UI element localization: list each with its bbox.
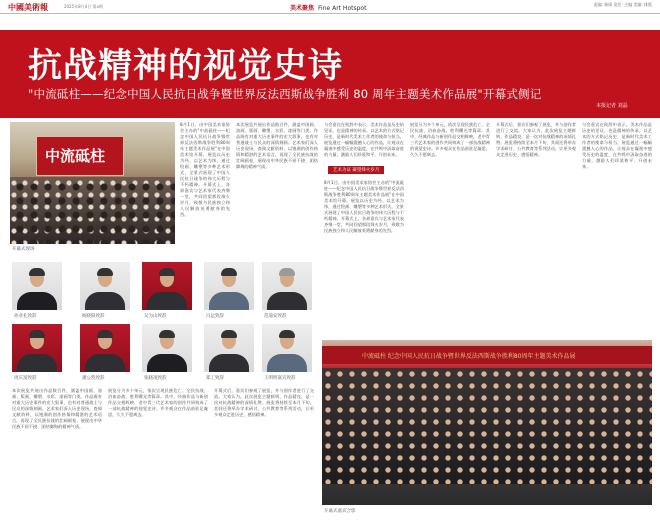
speaker-caption: 王明明嘉宾致辞 <box>264 376 296 381</box>
section-heading: 艺术为证 凝望烽火岁月 <box>328 166 384 174</box>
speaker-caption: 孙业礼致辞 <box>14 314 37 319</box>
guest-rows <box>322 368 652 484</box>
group-photo-caption: 开幕式嘉宾合影 <box>324 509 356 514</box>
speaker-caption: 范迪安致辞 <box>264 314 287 319</box>
subheadline: "中流砥柱——纪念中国人民抗日战争暨世界反法西斯战争胜利 80 周年主题美术作品展"开幕式侧记 <box>28 87 542 101</box>
body-column: 与会嘉宾在致辞中表示，美术作品是历史的见证，也是精神的传承。以艺术的方式铭记历史，是新时代美术工作者的使命与担当。展览通过一幅幅震撼人心的作品，让观众在凝视中感受历史的温度，在共鸣中汲取奋进的力量，激励人们珍爱和平、开创未来。 <box>582 122 652 169</box>
speaker-photo <box>142 262 192 310</box>
body-column: 8月1日，由中国美术家协会主办的"中流砥柱——纪念中国人民抗日战争暨世界反法西斯战争胜利80周年主题美术作品展"在中国美术馆开幕。展览以历史为经、以艺术为纬，通过绘画、雕塑等多种艺术形式，全景式展现了中国人民抗日战争的伟大历程与不朽精神。开幕式上，各界嘉宾与艺术家代表齐聚一堂，共同回望那段烽火岁月，致敬为民族独立和人民解放英勇献身的先烈。 <box>180 122 230 217</box>
speaker-photo <box>12 262 62 310</box>
speaker-caption: 潘公凯致辞 <box>82 376 105 381</box>
body-column: 与会嘉宾在致辞中表示，美术作品是历史的见证，也是精神的传承。以艺术的方式铭记历史，是新时代美术工作者的使命与担当。展览通过一幅幅震撼人心的作品，让观众在凝视中感受历史的温度，在共鸣中汲取奋进的力量，激励人们珍爱和平、开创未来。 <box>324 122 404 157</box>
body-column: 展览分为多个单元，依次呈现民族危亡、全民抗战、浴血奋战、胜利曙光等篇章。其中，经典作品与新创作品交相辉映，老中青三代艺术家的创作共同构成了一部抗战精神的视觉史诗。许多观众在作品前驻足凝思，久久不愿离去。 <box>108 388 208 417</box>
speaker-caption: 张晓凌致辞 <box>144 376 167 381</box>
byline: 本报记者 刘晶 <box>596 103 628 109</box>
issue-date: 2025年8月4日 第x期 <box>64 4 103 9</box>
body-column: 展览分为多个单元，依次呈现民族危亡、全民抗战、浴血奋战、胜利曙光等篇章。其中，经典作品与新创作品交相辉映，老中青三代艺术家的创作共同构成了一部抗战精神的视觉史诗。许多观众在作品前驻足凝思，久久不愿离去。 <box>410 122 490 157</box>
speaker-photo <box>204 262 254 310</box>
headline: 抗战精神的视觉史诗 <box>28 46 343 86</box>
speaker-caption: 周庆富致辞 <box>14 376 37 381</box>
speaker-photo <box>12 324 62 372</box>
body-column: 开幕式后，嘉宾们参观了展览，并与创作者进行了交流。大家认为，此次展览主题鲜明、作品精良，是一次对抗战精神的深情礼赞。展览将持续至本月下旬，其间还将举办学术研讨、公共教育等系列活动，让更多观众走进历史、感悟精神。 <box>214 388 314 417</box>
speaker-caption: 冯远致辞 <box>206 314 224 319</box>
audience-crowd <box>10 177 175 244</box>
top-bar <box>0 0 660 14</box>
body-column: 开幕式后，嘉宾们参观了展览，并与创作者进行了交流。大家认为，此次展览主题鲜明、作品精良，是一次对抗战精神的深情礼赞。展览将持续至本月下旬，其间还将举办学术研讨、公共教育等系列活动，让更多观众走进历史、感悟精神。 <box>496 122 576 157</box>
speaker-photo <box>262 262 312 310</box>
main-photo <box>10 122 175 244</box>
speaker-caption: 杨晓阳致辞 <box>82 314 105 319</box>
body-column: 8月1日，由中国美术家协会主办的"中流砥柱——纪念中国人民抗日战争暨世界反法西斯战争胜利80周年主题美术作品展"在中国美术馆开幕。展览以历史为经、以艺术为纬，通过绘画、雕塑等多种艺术形式，全景式展现了中国人民抗日战争的伟大历程与不朽精神。开幕式上，各界嘉宾与艺术家代表齐聚一堂，共同回望那段烽火岁月，致敬为民族独立和人民解放英勇献身的先烈。 <box>324 180 404 233</box>
group-photo <box>322 340 652 505</box>
body-column: 本次展览共展出作品数百件，涵盖中国画、油画、版画、雕塑、水彩、漆画等门类。作品既有对重大历史事件的宏大叙事，也有对普通战士与民众的深情刻画。艺术家们深入历史现场，查阅文献资料，以饱满的创作热情和精湛的艺术语言，再现了全民族抗战的壮阔画卷，展现出中华民族不屈不挠、团结御侮的精神气质。 <box>12 388 102 429</box>
speaker-caption: 郑工致辞 <box>206 376 224 381</box>
main-photo-caption: 开幕式现场 <box>12 247 35 252</box>
speaker-caption: 吴为山致辞 <box>144 314 167 319</box>
speaker-photo <box>262 324 312 372</box>
speaker-photo <box>80 262 130 310</box>
section-title-en: Fine Art Hotspot <box>318 5 367 12</box>
section-title <box>290 3 366 12</box>
speaker-photo <box>80 324 130 372</box>
group-photo-banner: 中流砥柱 纪念中国人民抗日战争暨世界反法西斯战争胜利80周年主题美术作品展 <box>322 346 652 364</box>
speaker-photo <box>142 324 192 372</box>
body-column: 本次展览共展出作品数百件，涵盖中国画、油画、版画、雕塑、水彩、漆画等门类。作品既有对重大历史事件的宏大叙事，也有对普通战士与民众的深情刻画。艺术家们深入历史现场，查阅文献资料，以饱满的创作热情和精湛的艺术语言，再现了全民族抗战的壮阔画卷，展现出中华民族不屈不挠、团结御侮的精神气质。 <box>236 122 318 169</box>
speaker-photo <box>204 324 254 372</box>
exhibition-banner: 中流砥柱 <box>36 136 124 176</box>
publication-info: 责编: 新闻 责任: 主编 美编: 排版 <box>593 2 652 7</box>
masthead-logo: 中國美術報 <box>8 2 48 12</box>
section-title-cn: 美术聚焦 <box>290 5 315 12</box>
